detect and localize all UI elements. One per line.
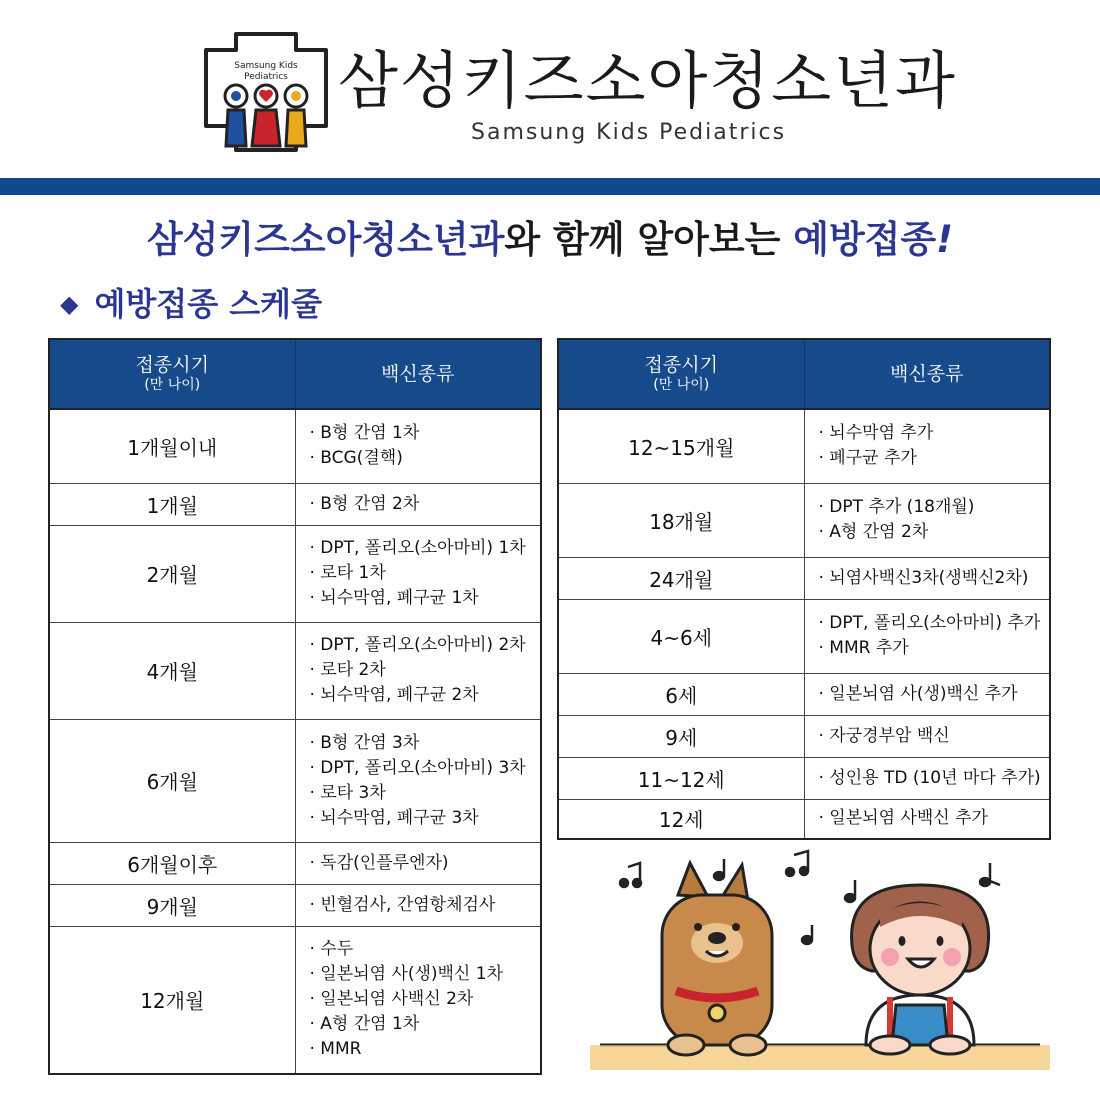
header-vaccine-label: 백신종류 (381, 363, 455, 385)
table-row (49, 842, 541, 884)
table-header-row (558, 339, 1050, 409)
headline-vaccination: 예방접종 (793, 218, 937, 261)
vaccine-cell (804, 757, 1050, 799)
vaccine-cell (295, 842, 541, 884)
vaccine-cell (295, 525, 541, 622)
table-row (558, 409, 1050, 483)
header-age-note: (만 나이) (144, 377, 201, 393)
vaccine-item: · 빈혈검사, 간염항체검사 (309, 894, 496, 915)
vaccine-item: · 로타 2차 (309, 660, 386, 680)
vaccine-item: · 자궁경부암 백신 (818, 725, 950, 746)
vaccine-item: · 뇌수막염, 폐구균 3차 (309, 807, 479, 828)
table-row (558, 715, 1050, 757)
vaccine-item: · 수두 (309, 939, 354, 960)
vaccine-cell (295, 926, 541, 1074)
vaccine-cell (295, 622, 541, 719)
vaccine-item: · 폐구균 추가 (818, 448, 917, 469)
dog-illustration (662, 863, 772, 1055)
vaccine-cell (804, 673, 1050, 715)
girl-illustration (852, 885, 989, 1054)
table-row (49, 409, 541, 483)
age-cell: 6개월이후 (49, 842, 295, 884)
vaccine-item: · MMR 추가 (818, 638, 909, 658)
header-vaccine (295, 339, 541, 409)
age-cell: 12~15개월 (558, 409, 804, 483)
vaccine-item: · DPT, 폴리오(소아마비) 1차 (309, 538, 526, 558)
vaccine-item: · A형 간염 2차 (818, 522, 929, 542)
vaccine-item: · B형 간염 3차 (309, 732, 420, 753)
age-cell: 24개월 (558, 557, 804, 599)
vaccine-cell (295, 884, 541, 926)
age-cell: 9개월 (49, 884, 295, 926)
age-cell: 6개월 (49, 719, 295, 842)
age-cell: 1개월이내 (49, 409, 295, 483)
vaccine-cell (804, 483, 1050, 557)
header-divider-bar (0, 178, 1100, 195)
vaccine-item: · 일본뇌염 사백신 2차 (309, 989, 474, 1010)
vaccine-item: · DPT, 폴리오(소아마비) 추가 (818, 613, 1041, 633)
age-cell: 12개월 (49, 926, 295, 1074)
table-row (558, 673, 1050, 715)
age-cell: 4~6세 (558, 599, 804, 673)
vaccine-item: · BCG(결핵) (309, 448, 403, 469)
vaccine-cell (295, 483, 541, 525)
vaccine-cell (295, 719, 541, 842)
table-row (558, 799, 1050, 839)
vaccine-item: · MMR (309, 1039, 362, 1060)
headline-middle-text: 와 함께 알아보는 (504, 218, 794, 261)
header-age-note: (만 나이) (653, 377, 710, 393)
age-cell: 11~12세 (558, 757, 804, 799)
header-vaccine (804, 339, 1050, 409)
vaccine-item: · 독감(인플루엔자) (309, 852, 449, 873)
vaccine-item: · DPT, 폴리오(소아마비) 2차 (309, 635, 526, 655)
vaccine-item: · 일본뇌염 사(생)백신 1차 (309, 964, 503, 985)
age-cell: 12세 (558, 799, 804, 839)
age-cell: 2개월 (49, 525, 295, 622)
vaccine-item: · B형 간염 1차 (309, 423, 420, 444)
vaccine-item: · 일본뇌염 사백신 추가 (818, 808, 988, 829)
vaccine-item: · B형 간염 2차 (309, 493, 420, 514)
logo-badge-line2: Pediatrics (244, 72, 288, 82)
section-title-text: 예방접종 스케줄 (94, 285, 322, 323)
schedule-table-right (557, 338, 1051, 840)
age-cell: 4개월 (49, 622, 295, 719)
vaccine-item: · 로타 3차 (309, 782, 386, 803)
table-row (49, 622, 541, 719)
vaccine-cell (295, 409, 541, 483)
header-vaccine-label: 백신종류 (890, 363, 964, 385)
vaccine-item: · A형 간염 1차 (309, 1014, 420, 1035)
table-row (49, 884, 541, 926)
vaccine-item: · 일본뇌염 사(생)백신 추가 (818, 683, 1018, 704)
age-cell: 1개월 (49, 483, 295, 525)
clinic-name-korean: 삼성키즈소아청소년과 (338, 44, 957, 117)
table-row (558, 557, 1050, 599)
header-age (558, 339, 804, 409)
table-row (558, 599, 1050, 673)
headline-clinic-name: 삼성키즈소아청소년과 (146, 218, 505, 261)
section-title (60, 285, 322, 323)
vaccine-item: · DPT 추가 (18개월) (818, 497, 975, 517)
vaccine-item: · 뇌수막염, 폐구균 2차 (309, 685, 479, 705)
clinic-name-english: Samsung Kids Pediatrics (471, 120, 787, 145)
age-cell: 18개월 (558, 483, 804, 557)
vaccine-item: · 로타 1차 (309, 563, 386, 583)
page-headline (0, 218, 1100, 262)
vaccine-cell (804, 715, 1050, 757)
table-row (49, 719, 541, 842)
header-age-label: 접종시기 (135, 354, 209, 376)
vaccine-item: · 뇌수막염 추가 (818, 423, 934, 444)
diamond-bullet-icon: ◆ (60, 290, 79, 318)
logo-badge-line1: Samsung Kids (234, 61, 298, 71)
vaccine-item: · 성인용 TD (10년 마다 추가) (818, 767, 1041, 788)
vaccine-item: · DPT, 폴리오(소아마비) 3차 (309, 757, 526, 778)
vaccine-cell (804, 799, 1050, 839)
table-row (49, 926, 541, 1074)
table-row (49, 483, 541, 525)
table-row (49, 525, 541, 622)
age-cell: 9세 (558, 715, 804, 757)
clinic-logo-icon (200, 30, 332, 154)
header (0, 0, 1100, 178)
vaccine-item: · 뇌수막염, 폐구균 1차 (309, 588, 479, 608)
table-row (558, 757, 1050, 799)
vaccine-cell (804, 599, 1050, 673)
vaccine-cell (804, 409, 1050, 483)
header-age (49, 339, 295, 409)
vaccine-cell (804, 557, 1050, 599)
headline-exclamation: ! (936, 218, 954, 261)
schedule-table-left (48, 338, 542, 1075)
vaccine-item: · 뇌염사백신3차(생백신2차) (818, 567, 1029, 588)
age-cell: 6세 (558, 673, 804, 715)
header-age-label: 접종시기 (644, 354, 718, 376)
table-header-row (49, 339, 541, 409)
table-row (558, 483, 1050, 557)
dog-and-girl-illustration (590, 845, 1050, 1070)
